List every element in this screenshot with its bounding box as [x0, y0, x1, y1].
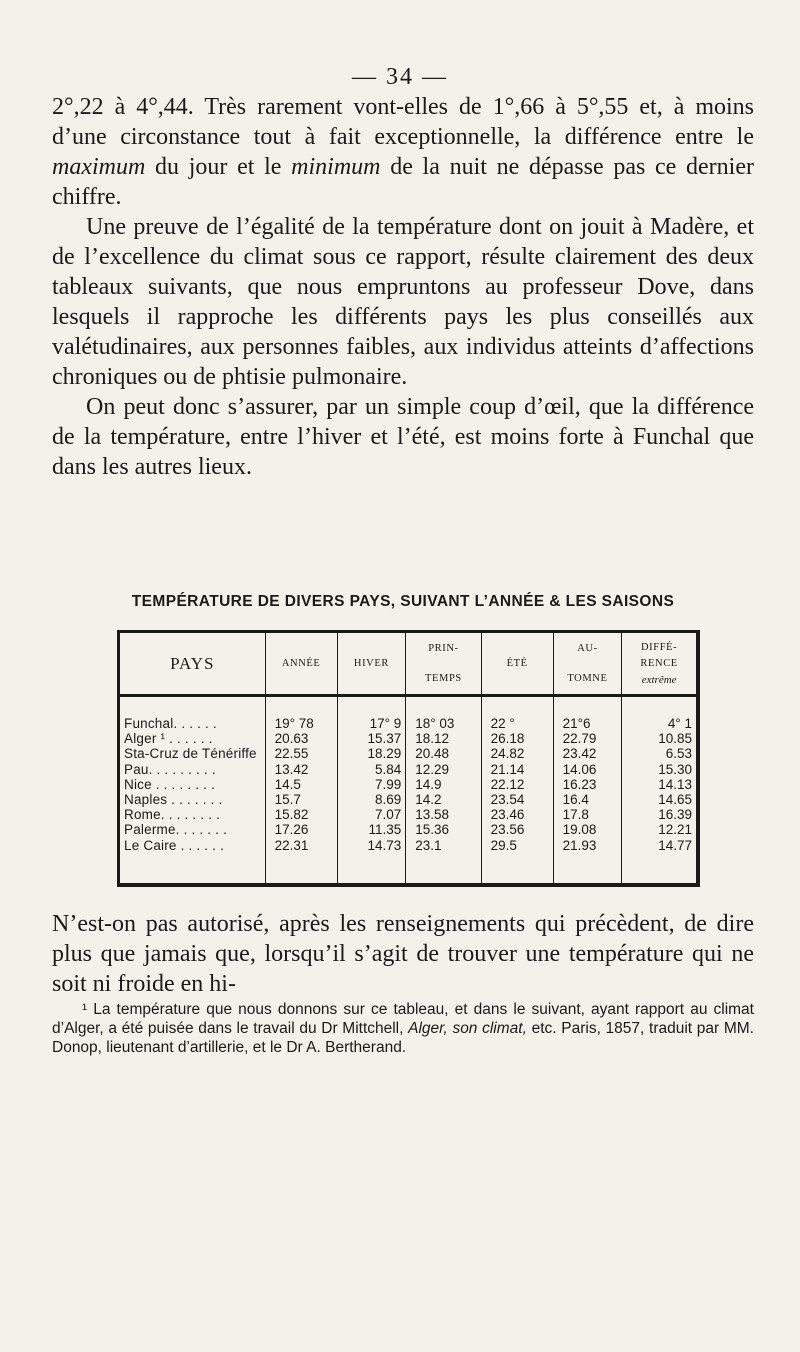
header-printemps [406, 633, 481, 696]
cell-hiver: 8.69 [337, 792, 406, 807]
cell-ete: 23.54 [481, 792, 553, 807]
paragraph-1-text-a: 2°,22 à 4°,44. Très rarement vont-elles de 1°,66 à 5°,55 et, à moins d’une circonstance tout à fait exceptionnelle, la différence entre le [52, 94, 754, 150]
cell-annee: 15.82 [265, 807, 337, 822]
header-ete: ÉTÉ [481, 633, 553, 696]
cell-hiver: 15.37 [337, 731, 406, 746]
cell-difference: 14.77 [622, 838, 696, 883]
cell-ete: 29.5 [481, 838, 553, 883]
cell-difference: 14.65 [622, 792, 696, 807]
table-row [120, 731, 696, 746]
cell-printemps: 15.36 [406, 822, 481, 837]
cell-annee: 14.5 [265, 777, 337, 792]
header-annee: ANNÉE [265, 633, 337, 696]
table-row [120, 696, 696, 732]
cell-printemps: 14.2 [406, 792, 481, 807]
cell-hiver: 5.84 [337, 762, 406, 777]
cell-difference: 16.39 [622, 807, 696, 822]
cell-ete: 23.56 [481, 822, 553, 837]
cell-ete: 24.82 [481, 746, 553, 761]
cell-ete: 23.46 [481, 807, 553, 822]
closing-text [52, 909, 754, 999]
cell-pays: Sta-Cruz de Ténériffe [124, 746, 257, 762]
cell-automne: 17.8 [553, 807, 622, 822]
cell-difference: 6.53 [622, 746, 696, 761]
cell-hiver: 7.99 [337, 777, 406, 792]
table-caption: TEMPÉRATURE DE DIVERS PAYS, SUIVANT L’ANNÉE & LES SAISONS [131, 593, 675, 610]
cell-annee: 19° 78 [265, 696, 337, 732]
footnote-text-a: ¹ La température que nous donnons sur ce tableau, et dans le suivant, ayant rapport au climat d’Alger, a été puisée dans le travail du Dr Mittchell, [52, 1001, 754, 1037]
cell-annee: 15.7 [265, 792, 337, 807]
cell-hiver: 11.35 [337, 822, 406, 837]
cell-printemps: 14.9 [406, 777, 481, 792]
cell-printemps: 18.12 [406, 731, 481, 746]
cell-pays: Alger ¹ . . . . . . [124, 731, 213, 747]
cell-automne: 21.93 [553, 838, 622, 883]
cell-hiver: 7.07 [337, 807, 406, 822]
header-automne [553, 633, 622, 696]
cell-pays: Palerme. . . . . . . [124, 822, 228, 838]
cell-automne: 16.23 [553, 777, 622, 792]
cell-hiver: 17° 9 [337, 696, 406, 732]
cell-automne: 14.06 [553, 762, 622, 777]
cell-hiver: 18.29 [337, 746, 406, 761]
cell-ete: 21.14 [481, 762, 553, 777]
cell-difference: 4° 1 [622, 696, 696, 732]
paragraph-3: On peut donc s’assurer, par un simple coup d’œil, que la différence de la température, entre l’hiver et l’été, est moins forte à Funchal que dans les autres lieux. [52, 394, 754, 480]
cell-pays: Le Caire . . . . . . [124, 837, 225, 853]
temperature-table [117, 630, 700, 887]
cell-annee: 17.26 [265, 822, 337, 837]
header-printemps-bottom: TEMPS [425, 672, 462, 684]
table-row [120, 792, 696, 807]
cell-printemps: 13.58 [406, 807, 481, 822]
paragraph-1-text-c: de la nuit ne dépasse pas ce dernier chiffre. [52, 154, 754, 210]
cell-automne: 16.4 [553, 792, 622, 807]
header-automne-top: AU- [577, 642, 598, 654]
cell-annee: 22.55 [265, 746, 337, 761]
paragraph-1-emphasis-maximum: maximum [52, 154, 146, 180]
cell-automne: 19.08 [553, 822, 622, 837]
header-pays: PAYS [120, 633, 265, 696]
cell-difference: 15.30 [622, 762, 696, 777]
table-row [120, 822, 696, 837]
cell-pays: Pau. . . . . . . . . [124, 761, 216, 777]
header-automne-bottom: TOMNE [567, 672, 608, 684]
cell-ete: 26.18 [481, 731, 553, 746]
table-row [120, 762, 696, 777]
cell-printemps: 23.1 [406, 838, 481, 883]
paragraph-1-text-b: du jour et le [145, 154, 292, 180]
cell-annee: 22.31 [265, 838, 337, 883]
footnote-emphasis: Alger, son climat, [408, 1020, 527, 1037]
cell-annee: 13.42 [265, 762, 337, 777]
header-difference-bottom: extrême [641, 673, 677, 686]
cell-ete: 22.12 [481, 777, 553, 792]
footnote-text-b: etc. Paris, 1857, traduit par MM. Donop, lieutenant d’artillerie, et le Dr A. Bertherand. [52, 1020, 754, 1056]
paragraph-1-emphasis-minimum: minimum [291, 154, 381, 180]
cell-pays: Funchal. . . . . . [124, 716, 217, 731]
header-difference-top: DIFFÉ- [640, 641, 678, 653]
cell-annee: 20.63 [265, 731, 337, 746]
cell-ete: 22 ° [481, 696, 553, 732]
paragraph-2: Une preuve de l’égalité de la température dont on jouit à Madère, et de l’excellence du climat sous ce rapport, résulte clairement des deux tableaux suivants, que nous empruntons au professeur Dove, dans lesquels il rapproche les différents pays les plus conseillés aux valétudinaires, aux personnes faibles, aux individus atteints d’affections chroniques ou de phtisie pulmonaire. [52, 214, 754, 390]
header-printemps-top: PRIN- [428, 642, 459, 654]
footnote [52, 1000, 754, 1057]
table-header-row [120, 633, 696, 696]
cell-hiver: 14.73 [337, 838, 406, 883]
cell-automne: 22.79 [553, 731, 622, 746]
cell-automne: 21°6 [553, 696, 622, 732]
cell-difference: 10.85 [622, 731, 696, 746]
cell-printemps: 12.29 [406, 762, 481, 777]
cell-pays: Naples . . . . . . . [124, 792, 223, 808]
table-row [120, 838, 696, 883]
cell-difference: 14.13 [622, 777, 696, 792]
page-number: — 34 — [352, 64, 448, 90]
cell-pays: Rome. . . . . . . . [124, 807, 221, 823]
cell-printemps: 20.48 [406, 746, 481, 761]
paragraph-1 [52, 92, 754, 212]
cell-pays: Nice . . . . . . . . [124, 776, 216, 792]
table-row [120, 777, 696, 792]
cell-printemps: 18° 03 [406, 696, 481, 732]
paragraph-4: N’est-on pas autorisé, après les renseignements qui précèdent, de dire plus que jamais que, lorsqu’il s’agit de trouver une température qui ne soit ni froide en hi- [52, 911, 754, 997]
cell-difference: 12.21 [622, 822, 696, 837]
header-hiver: HIVER [337, 633, 406, 696]
cell-automne: 23.42 [553, 746, 622, 761]
table-row [120, 746, 696, 761]
body-text [52, 92, 754, 482]
header-difference-mid: RENCE [640, 657, 678, 669]
header-difference [622, 633, 696, 696]
table-row [120, 807, 696, 822]
